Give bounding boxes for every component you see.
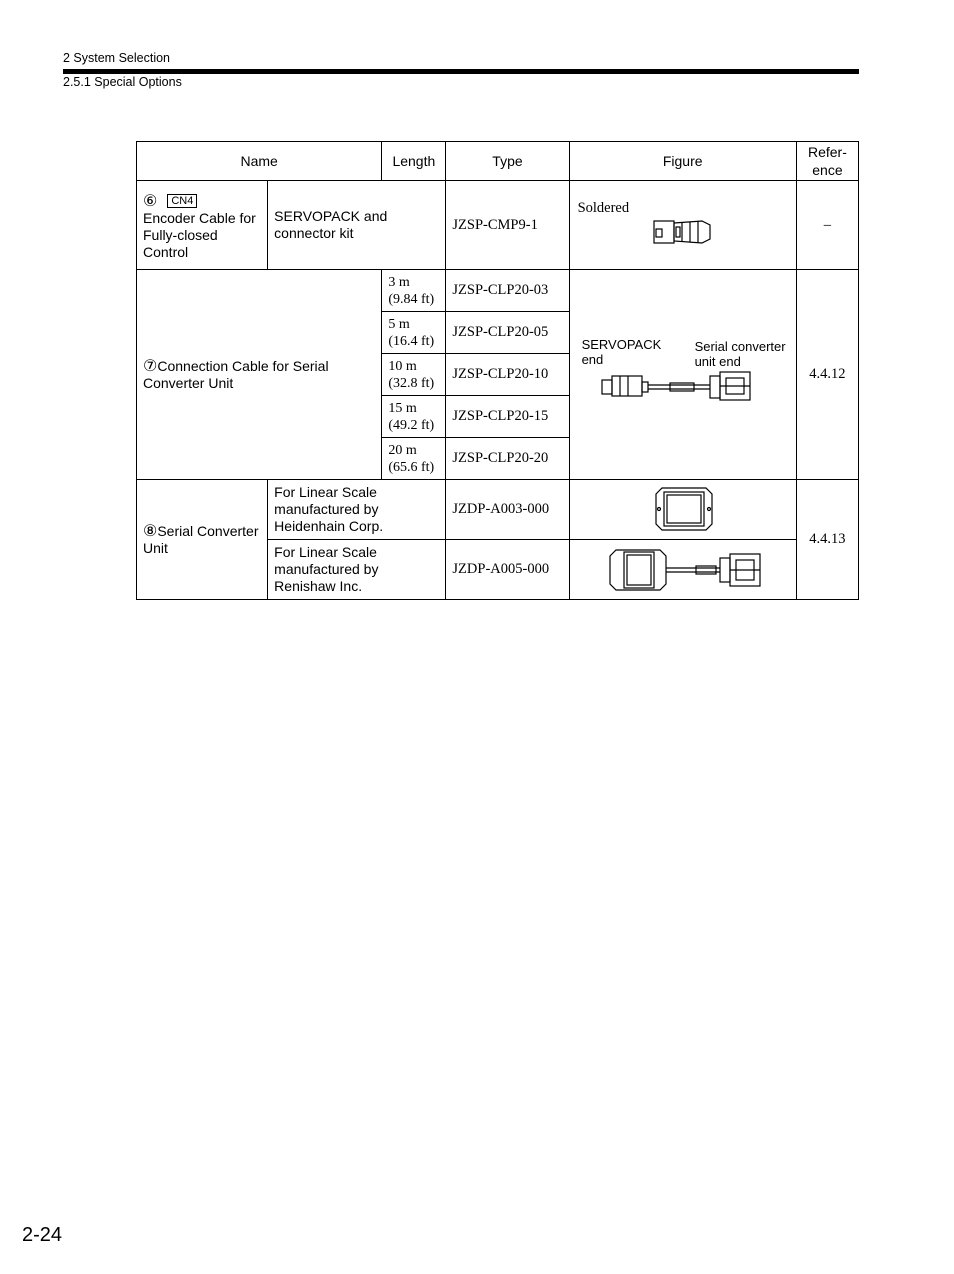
row7-type-3: JZSP-CLP20-15 xyxy=(446,396,569,438)
row7-type-2: JZSP-CLP20-10 xyxy=(446,354,569,396)
row8-figure-0-cell xyxy=(569,480,796,540)
row7-name-cell xyxy=(137,270,382,480)
row8-type-1: JZDP-A005-000 xyxy=(446,540,569,600)
special-options-table xyxy=(136,141,859,600)
col-header-figure: Figure xyxy=(569,142,796,181)
row7-type-4: JZSP-CLP20-20 xyxy=(446,438,569,480)
row6-name-cell xyxy=(137,181,268,270)
soldered-label: Soldered xyxy=(577,200,630,216)
table-header-row xyxy=(137,142,859,181)
row7-type-0: JZSP-CLP20-03 xyxy=(446,270,569,312)
table-row xyxy=(137,480,859,540)
row7-number: ⑦ xyxy=(143,357,158,375)
row6-number: ⑥ xyxy=(143,193,158,210)
row8-name: Serial Converter Unit xyxy=(143,522,259,556)
row7-type-1: JZSP-CLP20-05 xyxy=(446,312,569,354)
row8-number: ⑧ xyxy=(143,522,158,540)
serial-converter-end-label: Serial converter unit end xyxy=(694,339,786,369)
row7-name: Connection Cable for Serial Converter Unit xyxy=(143,357,329,391)
page-number: 2-24 xyxy=(22,1224,63,1246)
row7-figure-cell xyxy=(569,270,796,480)
row8-type-0: JZDP-A003-000 xyxy=(446,480,569,540)
row8-length-1: For Linear Scale manufactured by Renishaw Inc. xyxy=(268,540,446,600)
subsection-header: 2.5.1 Special Options xyxy=(63,75,182,89)
row7-length-4: 20 m (65.6 ft) xyxy=(382,438,446,480)
row8-reference: 4.4.13 xyxy=(796,480,858,600)
soldered-connector-figure xyxy=(570,181,797,270)
row8-figure-1-cell xyxy=(569,540,796,600)
col-header-reference-line1: Refer- xyxy=(807,144,847,160)
connection-cable-figure xyxy=(570,270,797,478)
cn4-badge: CN4 xyxy=(167,194,197,208)
row7-length-0: 3 m (9.84 ft) xyxy=(382,270,446,312)
table-row xyxy=(137,181,859,270)
row7-length-3: 15 m (49.2 ft) xyxy=(382,396,446,438)
col-header-reference xyxy=(796,142,858,181)
section-header: 2 System Selection xyxy=(63,51,170,65)
col-header-type: Type xyxy=(446,142,569,181)
row6-length: SERVOPACK and connector kit xyxy=(274,208,388,241)
row6-reference: – xyxy=(796,181,858,270)
servopack-end-label: SERVOPACK end xyxy=(581,337,662,367)
row8-name-cell xyxy=(137,480,268,600)
row6-figure-cell xyxy=(569,181,796,270)
table-row xyxy=(137,270,859,312)
row6-length-cell xyxy=(268,181,446,270)
renishaw-converter-figure xyxy=(570,540,797,600)
row7-reference: 4.4.12 xyxy=(796,270,858,480)
row7-length-2: 10 m (32.8 ft) xyxy=(382,354,446,396)
col-header-name: Name xyxy=(137,142,382,181)
header-rule xyxy=(63,69,859,74)
row6-type: JZSP-CMP9-1 xyxy=(446,181,569,270)
row6-name: Encoder Cable for Fully-closed Control xyxy=(143,210,256,260)
col-header-reference-line2: ence xyxy=(812,162,843,178)
row7-length-1: 5 m (16.4 ft) xyxy=(382,312,446,354)
row8-length-0: For Linear Scale manufactured by Heidenhain Corp. xyxy=(268,480,446,540)
heidenhain-converter-figure xyxy=(570,480,797,540)
col-header-length: Length xyxy=(382,142,446,181)
